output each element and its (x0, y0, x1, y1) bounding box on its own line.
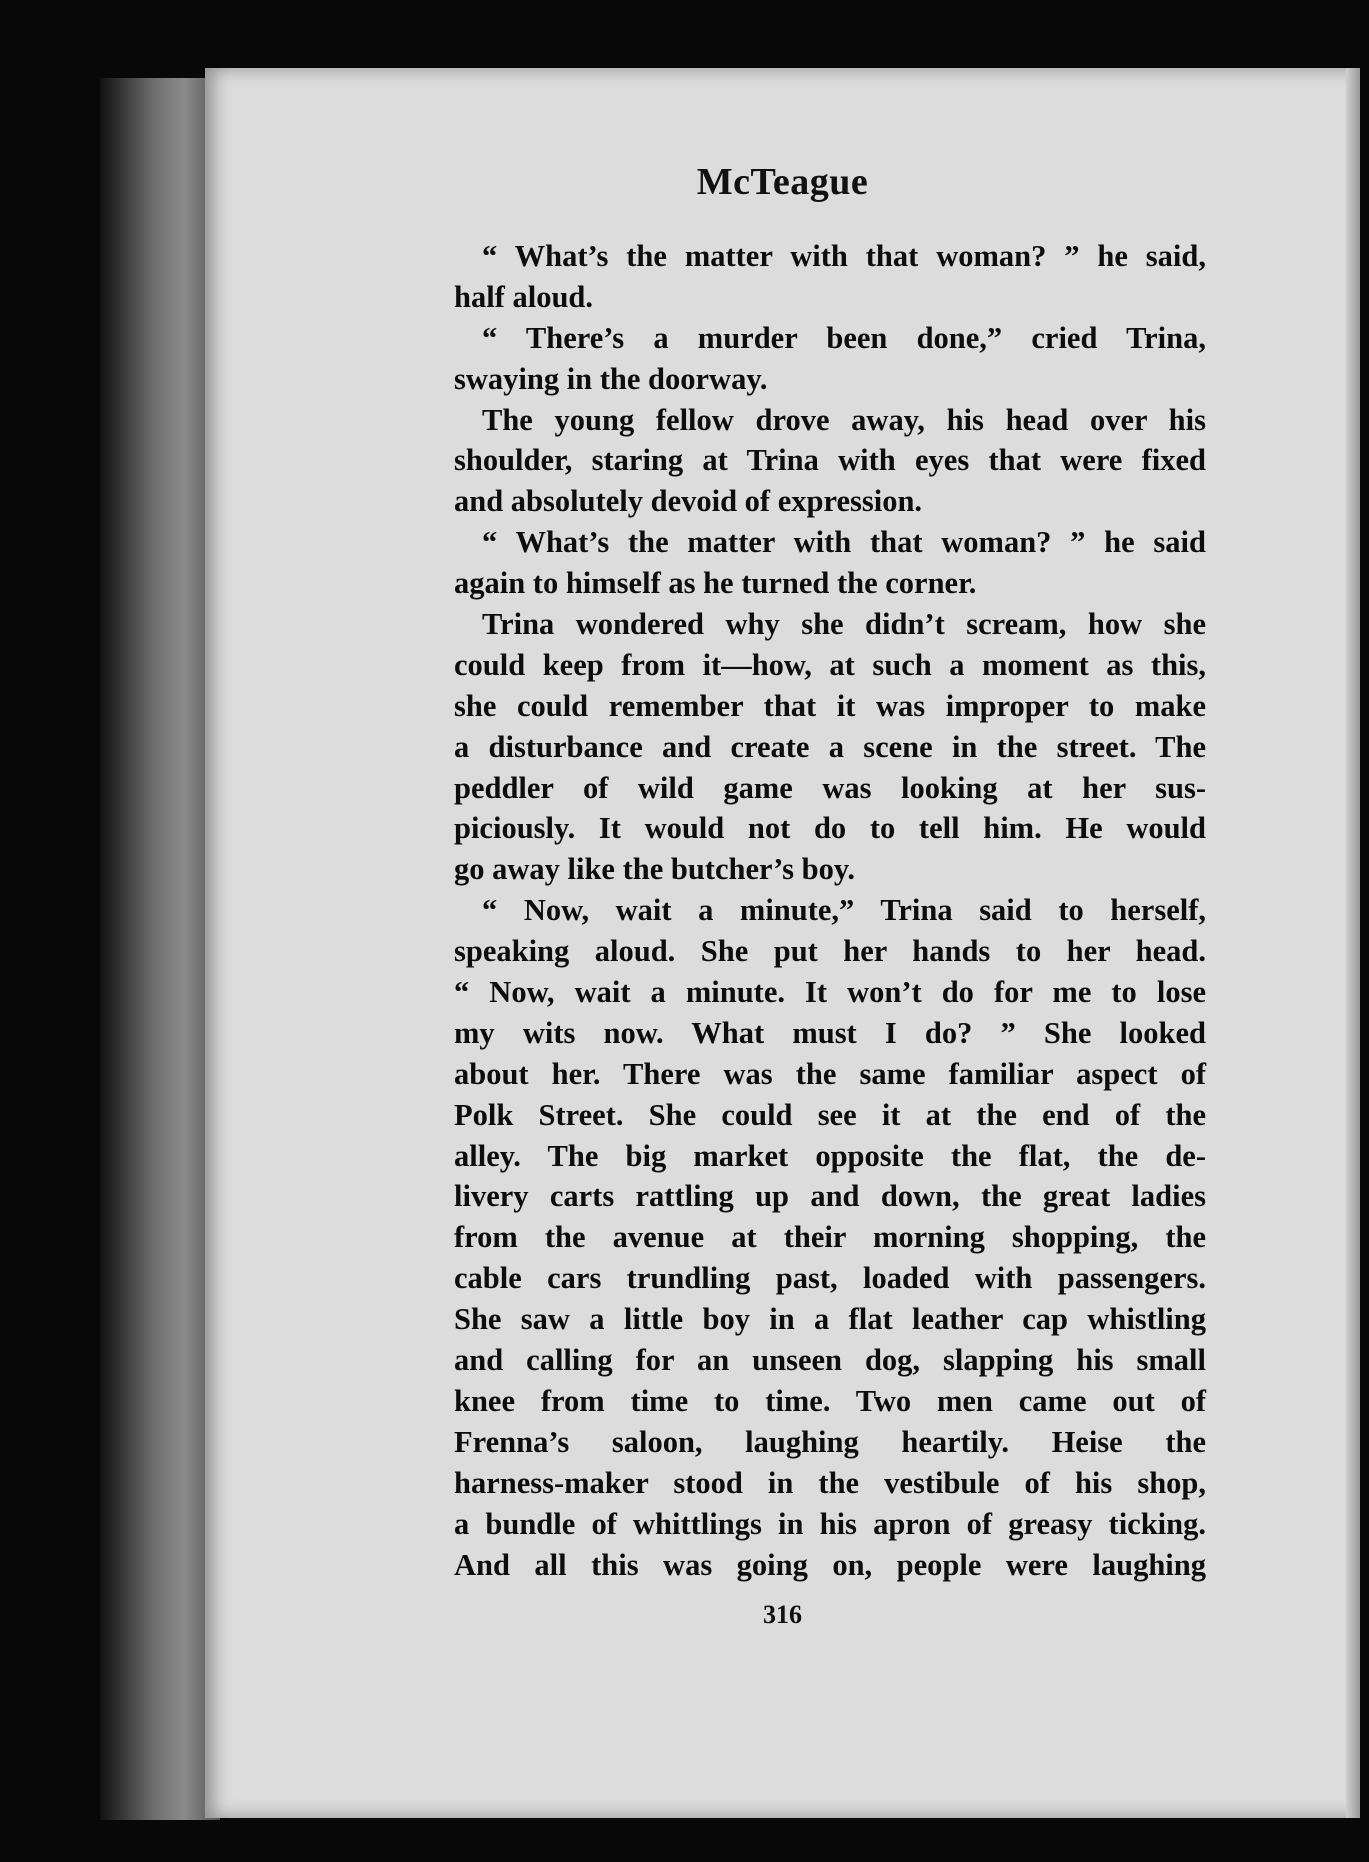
text-line: swaying in the doorway. (454, 361, 768, 396)
text-line: half aloud. (454, 279, 593, 314)
text-line: peddler of wild game was looking at her sus- (454, 770, 1206, 805)
text-line: “ What’s the matter with that woman? ” he said (482, 525, 1206, 560)
text-line: from the avenue at their morning shopping, the (454, 1220, 1206, 1255)
text-line: Frenna’s saloon, laughing heartily. Heise the (454, 1424, 1206, 1459)
text-line: And all this was going on, people were laughing (454, 1547, 1206, 1582)
text-line: and calling for an unseen dog, slapping his small (454, 1343, 1206, 1378)
text-line: “ There’s a murder been done,” cried Trina, (482, 320, 1206, 355)
text-line: alley. The big market opposite the flat, the de- (454, 1138, 1206, 1173)
text-line: She saw a little boy in a flat leather cap whistling (454, 1302, 1206, 1337)
text-line: knee from time to time. Two men came out of (454, 1383, 1206, 1418)
text-line: harness-maker stood in the vestibule of his shop, (454, 1465, 1206, 1500)
text-line: a disturbance and create a scene in the street. The (454, 729, 1206, 764)
text-line: shoulder, staring at Trina with eyes that were fixed (454, 443, 1206, 478)
book-page (205, 68, 1360, 1818)
text-line: a bundle of whittlings in his apron of greasy ticking. (454, 1506, 1206, 1541)
text-line: and absolutely devoid of expression. (454, 484, 923, 519)
running-head: McTeague (696, 161, 869, 203)
text-line: Polk Street. She could see it at the end of the (454, 1097, 1206, 1132)
text-line: about her. There was the same familiar aspect of (454, 1056, 1206, 1091)
text-line: “ Now, wait a minute,” Trina said to herself, (482, 893, 1206, 928)
body-text (454, 236, 1206, 1585)
text-line: “ What’s the matter with that woman? ” he said, (482, 239, 1206, 273)
page-edge (1346, 68, 1360, 1818)
text-line: my wits now. What must I do? ” She looked (454, 1015, 1206, 1050)
page-number: 316 (763, 1600, 802, 1629)
text-line: could keep from it—how, at such a moment as this, (454, 647, 1206, 682)
text-line: cable cars trundling past, loaded with passengers. (454, 1261, 1206, 1296)
text-line: she could remember that it was improper to make (454, 688, 1206, 723)
text-line: livery carts rattling up and down, the great ladies (454, 1179, 1206, 1214)
book-spine (100, 78, 220, 1820)
text-line: go away like the butcher’s boy. (454, 852, 856, 887)
text-line: Trina wondered why she didn’t scream, how she (482, 607, 1206, 642)
text-line: speaking aloud. She put her hands to her head. (454, 934, 1206, 969)
text-line: piciously. It would not do to tell him. He would (454, 811, 1206, 846)
text-line: “ Now, wait a minute. It won’t do for me to lose (454, 975, 1206, 1010)
text-line: The young fellow drove away, his head over his (482, 402, 1206, 437)
text-line: again to himself as he turned the corner. (454, 566, 977, 601)
